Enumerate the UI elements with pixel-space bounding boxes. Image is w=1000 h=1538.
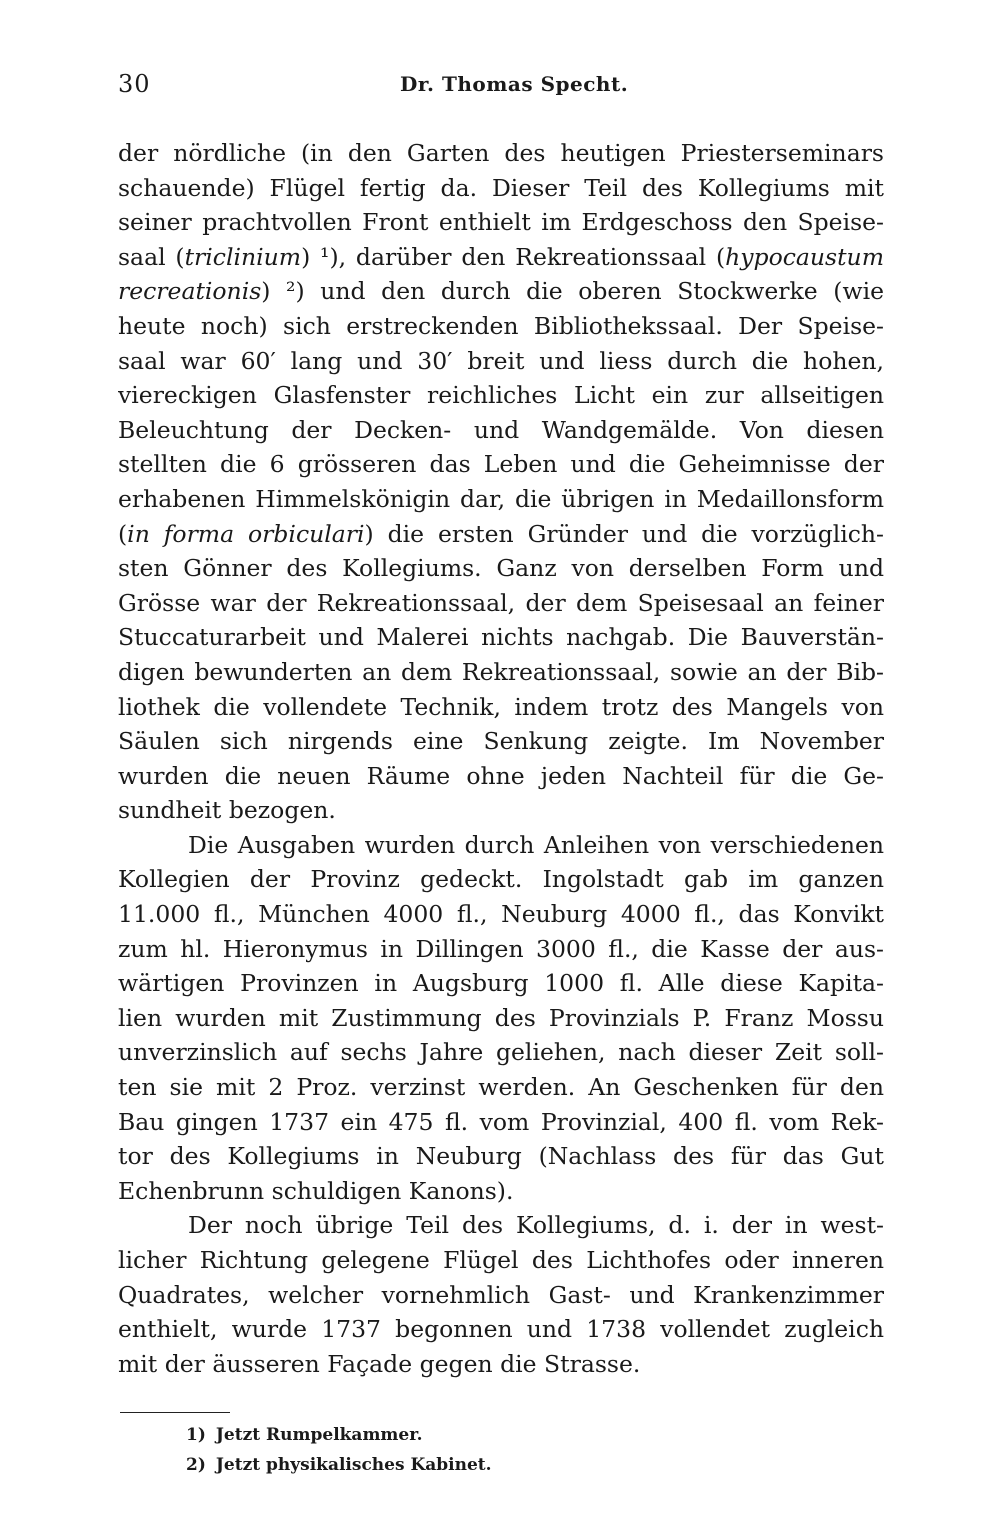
body-text: [118, 136, 884, 1381]
text-line: zum hl. Hieronymus in Dillingen 3000 fl., die Kasse der aus-: [118, 934, 884, 963]
text-line: Beleuchtung der Decken- und Wandgemälde. Von diesen: [118, 415, 884, 444]
text-line: wurden die neuen Räume ohne jeden Nachteil für die Ge-: [118, 761, 884, 790]
footnote-1: [186, 1420, 706, 1450]
text-line: sten Gönner des Kollegiums. Ganz von derselben Form und: [118, 554, 884, 583]
footnote-2: [186, 1450, 706, 1480]
footnote-text: Jetzt physikalisches Kabinet.: [215, 1455, 492, 1475]
text-line: saal war 60′ lang und 30′ breit und liess durch die hohen,: [118, 346, 884, 375]
text-line: schauende) Flügel fertig da. Dieser Teil des Kollegiums mit: [118, 173, 884, 202]
text-line: wärtigen Provinzen in Augsburg 1000 fl. Alle diese Kapita-: [118, 969, 884, 998]
paragraph-start-line: Der noch übrige Teil des Kollegiums, d. i. der in west-: [188, 1211, 884, 1240]
text-line: stellten die 6 grösseren das Leben und die Geheimnisse der: [118, 450, 884, 479]
text-line: unverzinslich auf sechs Jahre geliehen, nach dieser Zeit soll-: [118, 1038, 884, 1067]
footnote-text: Jetzt Rumpelkammer.: [215, 1425, 423, 1445]
page-header: [118, 70, 884, 102]
text-line: Säulen sich nirgends eine Senkung zeigte. Im November: [118, 727, 884, 756]
text-line: recreationis) ²) und den durch die oberen Stockwerke (wie: [118, 277, 884, 306]
text-line: liothek die vollendete Technik, indem trotz des Mangels von: [118, 692, 884, 721]
paragraph-end-line: Echenbrunn schuldigen Kanons).: [118, 1176, 514, 1205]
text-line: seiner prachtvollen Front enthielt im Erdgeschoss den Speise-: [118, 208, 884, 237]
text-line: 11.000 fl., München 4000 fl., Neuburg 4000 fl., das Konvikt: [118, 900, 884, 929]
text-line: lien wurden mit Zustimmung des Provinzials P. Franz Mossu: [118, 1003, 884, 1032]
text-line: Quadrates, welcher vornehmlich Gast- und Krankenzimmer: [118, 1280, 884, 1309]
text-line: digen bewunderten an dem Rekreationssaal, sowie an der Bib-: [118, 657, 884, 686]
running-head: Dr. Thomas Specht.: [400, 72, 629, 96]
text-line: heute noch) sich erstreckenden Bibliothekssaal. Der Speise-: [118, 311, 884, 340]
paragraph-start-line: Die Ausgaben wurden durch Anleihen von verschiedenen: [188, 830, 884, 859]
text-line: viereckigen Glasfenster reichliches Licht ein zur allseitigen: [118, 381, 884, 410]
paragraph-end-line: sundheit bezogen.: [118, 796, 336, 825]
text-line: saal (triclinium) ¹), darüber den Rekreationssaal (hypocaustum: [118, 242, 884, 271]
footnote-separator: [120, 1412, 230, 1413]
text-line: Kollegien der Provinz gedeckt. Ingolstadt gab im ganzen: [118, 865, 884, 894]
text-line: (in forma orbiculari) die ersten Gründer und die vorzüglich-: [118, 519, 884, 548]
footnote-mark: 1): [186, 1425, 206, 1445]
text-line: licher Richtung gelegene Flügel des Lichthofes oder inneren: [118, 1246, 884, 1274]
text-line: erhabenen Himmelskönigin dar, die übrigen in Medaillonsform: [118, 484, 884, 513]
text-line: Grösse war der Rekreationssaal, der dem Speisesaal an feiner: [118, 588, 884, 617]
text-line: Stuccaturarbeit und Malerei nichts nachgab. Die Bauverstän-: [118, 623, 884, 652]
text-line: ten sie mit 2 Proz. verzinst werden. An Geschenken für den: [118, 1073, 884, 1102]
text-line: der nördliche (in den Garten des heutigen Priesterseminars: [118, 139, 884, 167]
text-line: tor des Kollegiums in Neuburg (Nachlass des für das Gut: [118, 1142, 884, 1171]
text-line: enthielt, wurde 1737 begonnen und 1738 vollendet zugleich: [118, 1315, 884, 1344]
page-number: 30: [118, 70, 151, 98]
footnote-mark: 2): [186, 1455, 206, 1475]
text-line: Bau gingen 1737 ein 475 fl. vom Provinzial, 400 fl. vom Rek-: [118, 1107, 884, 1136]
footnotes: [186, 1420, 706, 1480]
paragraph-end-line: mit der äusseren Façade gegen die Strasse.: [118, 1349, 641, 1378]
